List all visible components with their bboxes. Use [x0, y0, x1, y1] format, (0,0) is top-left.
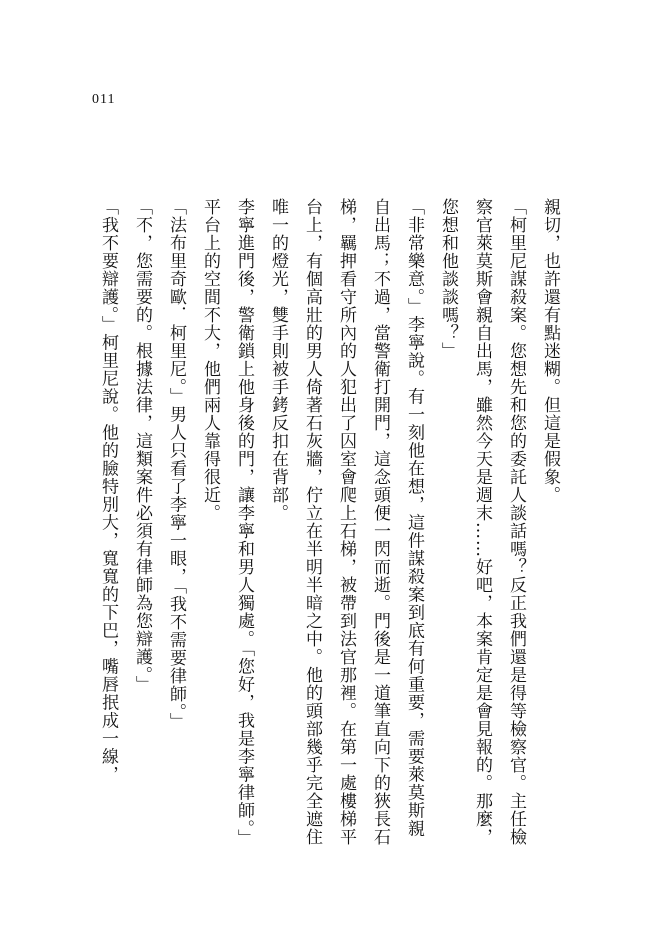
paragraph-2: 「柯里尼謀殺案。您想先和您的委託人談話嗎？反正我們還是得等檢察官。主任檢察官萊莫斯會親自出馬，雖然今天是週末……好吧，本案肯定是會見報的。那麼，您想和他談談嗎？」	[438, 198, 526, 846]
paragraph-4: 李寧進門後，警衛鎖上他身後的門，讓李寧和男人獨處。「您好，我是李寧律師。」平台上的空間不大，他們兩人靠得很近。	[200, 198, 254, 847]
page-number: 011	[92, 92, 116, 107]
vertical-text-body	[87, 198, 567, 850]
paragraph-5: 「法布里奇歐．柯里尼。」男人只看了李寧一眼，「我不需要律師。」	[166, 198, 186, 731]
paragraph-7: 「我不要辯護。」柯里尼說。他的臉特別大，寬寬的下巴，嘴唇抿成一線，	[98, 198, 118, 784]
paragraph-1: 親切，也許還有點迷糊。但這是假象。	[540, 198, 560, 504]
paragraph-6: 「不，您需要的。根據法律，這類案件必須有律師為您辯護。」	[132, 198, 152, 694]
paragraph-3: 「非常樂意。」李寧說。有一刻他在想，這件謀殺案到底有何重要，需要萊莫斯親自出馬；不過，當警衛打開門，這念頭便一閃而逝。門後是一道筆直向下的狹長石梯，羈押看守所內的人犯出了囚室會爬上石梯，被帶到法官那裡。在第一處樓梯平台上，有個高壯的男人倚著石灰牆，佇立在半明半暗之中。他的頭部幾乎完全遮住唯一的燈光，雙手則被手銬反扣在背部。	[268, 198, 424, 846]
